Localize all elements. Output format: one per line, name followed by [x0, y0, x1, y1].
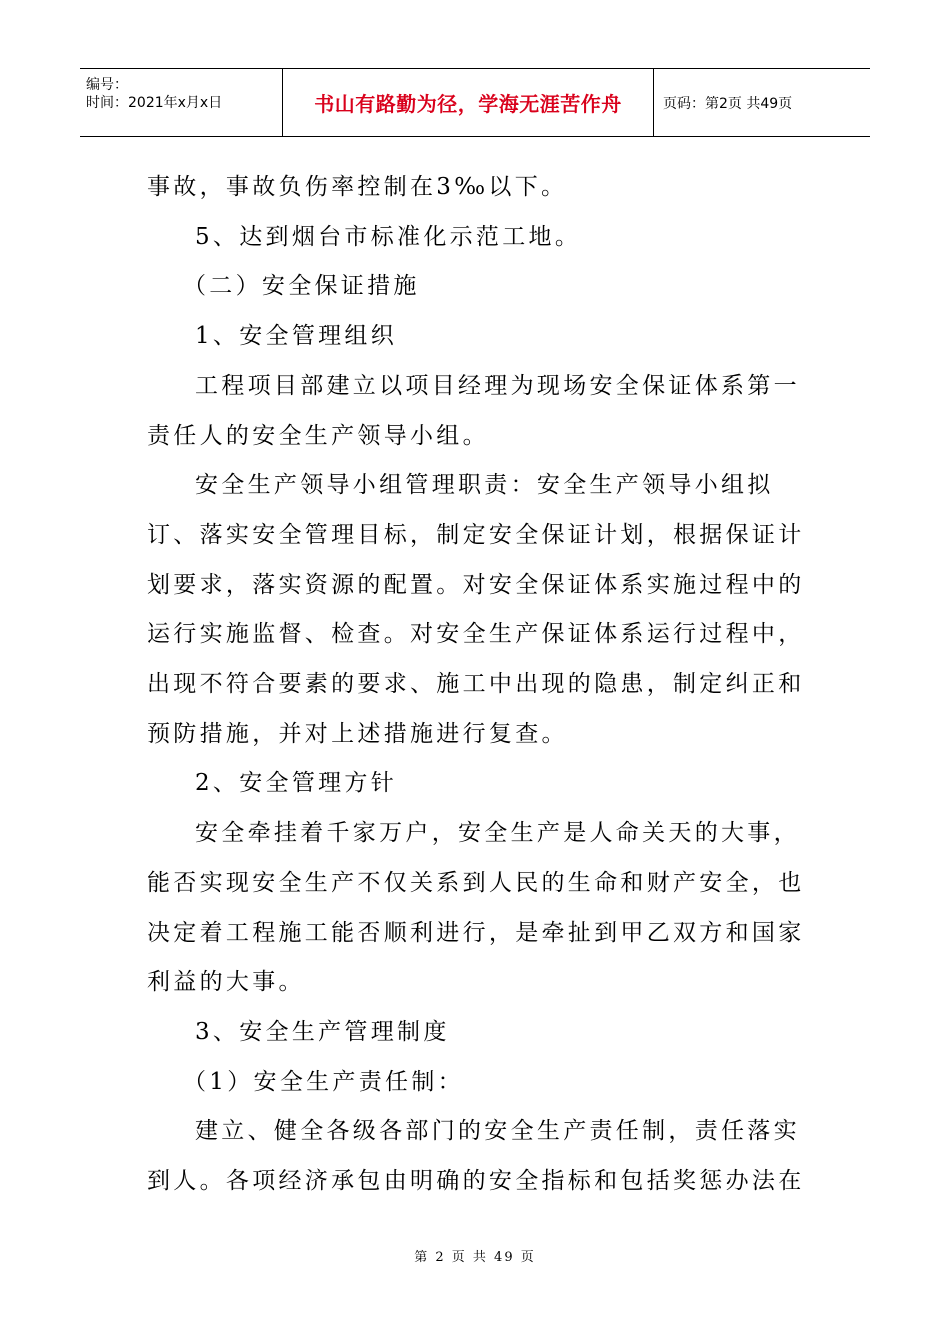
- paragraph-responsibility-system: 建立、健全各级各部门的安全生产责任制，责任落实到人。各项经济承包由明确的安全指标和包括奖惩办法在: [147, 1118, 805, 1195]
- document-body: [147, 163, 807, 1207]
- paragraph-continuation: 事故，事故负伤率控制在3‰以下。: [147, 174, 568, 200]
- paragraph-leadership-duties: 安全生产领导小组管理职责：安全生产领导小组拟订、落实安全管理目标，制定安全保证计划，根据保证计划要求，落实资源的配置。对安全保证体系实施过程中的运行实施监督、检查。对安全生产保证体系运行过程中，出现不符合要素的要求、施工中出现的隐患，制定纠正和预防措施，并对上述措施进行复查。: [147, 472, 805, 747]
- paragraph-organization: 工程项目部建立以项目经理为现场安全保证体系第一责任人的安全生产领导小组。: [147, 372, 800, 449]
- page-footer: 第 2 页 共 49 页: [414, 1250, 536, 1265]
- document-number-label: 编号：: [86, 77, 128, 93]
- subheading-responsibility-system: （1）安全生产责任制：: [183, 1068, 464, 1095]
- section-heading-safety-measures: （二）安全保证措施: [183, 273, 420, 300]
- header-motto: 书山有路勤为径，学海无涯苦作舟: [283, 69, 654, 136]
- subheading-safety-organization: 1、安全管理组织: [195, 323, 398, 350]
- paragraph-goal-5: 5、达到烟台市标准化示范工地。: [195, 223, 582, 250]
- subheading-safety-rules: 3、安全生产管理制度: [195, 1018, 450, 1045]
- paragraph-safety-policy: 安全牵挂着千家万户，安全生产是人命关天的大事，能否实现安全生产不仅关系到人民的生命和财产安全，也决定着工程施工能否顺利进行，是牵扯到甲乙双方和国家利益的大事。: [147, 820, 805, 996]
- header-meta-cell: [80, 69, 283, 136]
- document-time-label: 时间：2021年x月x日: [86, 95, 223, 111]
- page-header: [80, 68, 870, 137]
- header-page-info: 页码：第2页 共49页: [663, 95, 793, 112]
- subheading-safety-policy: 2、安全管理方针: [195, 770, 398, 797]
